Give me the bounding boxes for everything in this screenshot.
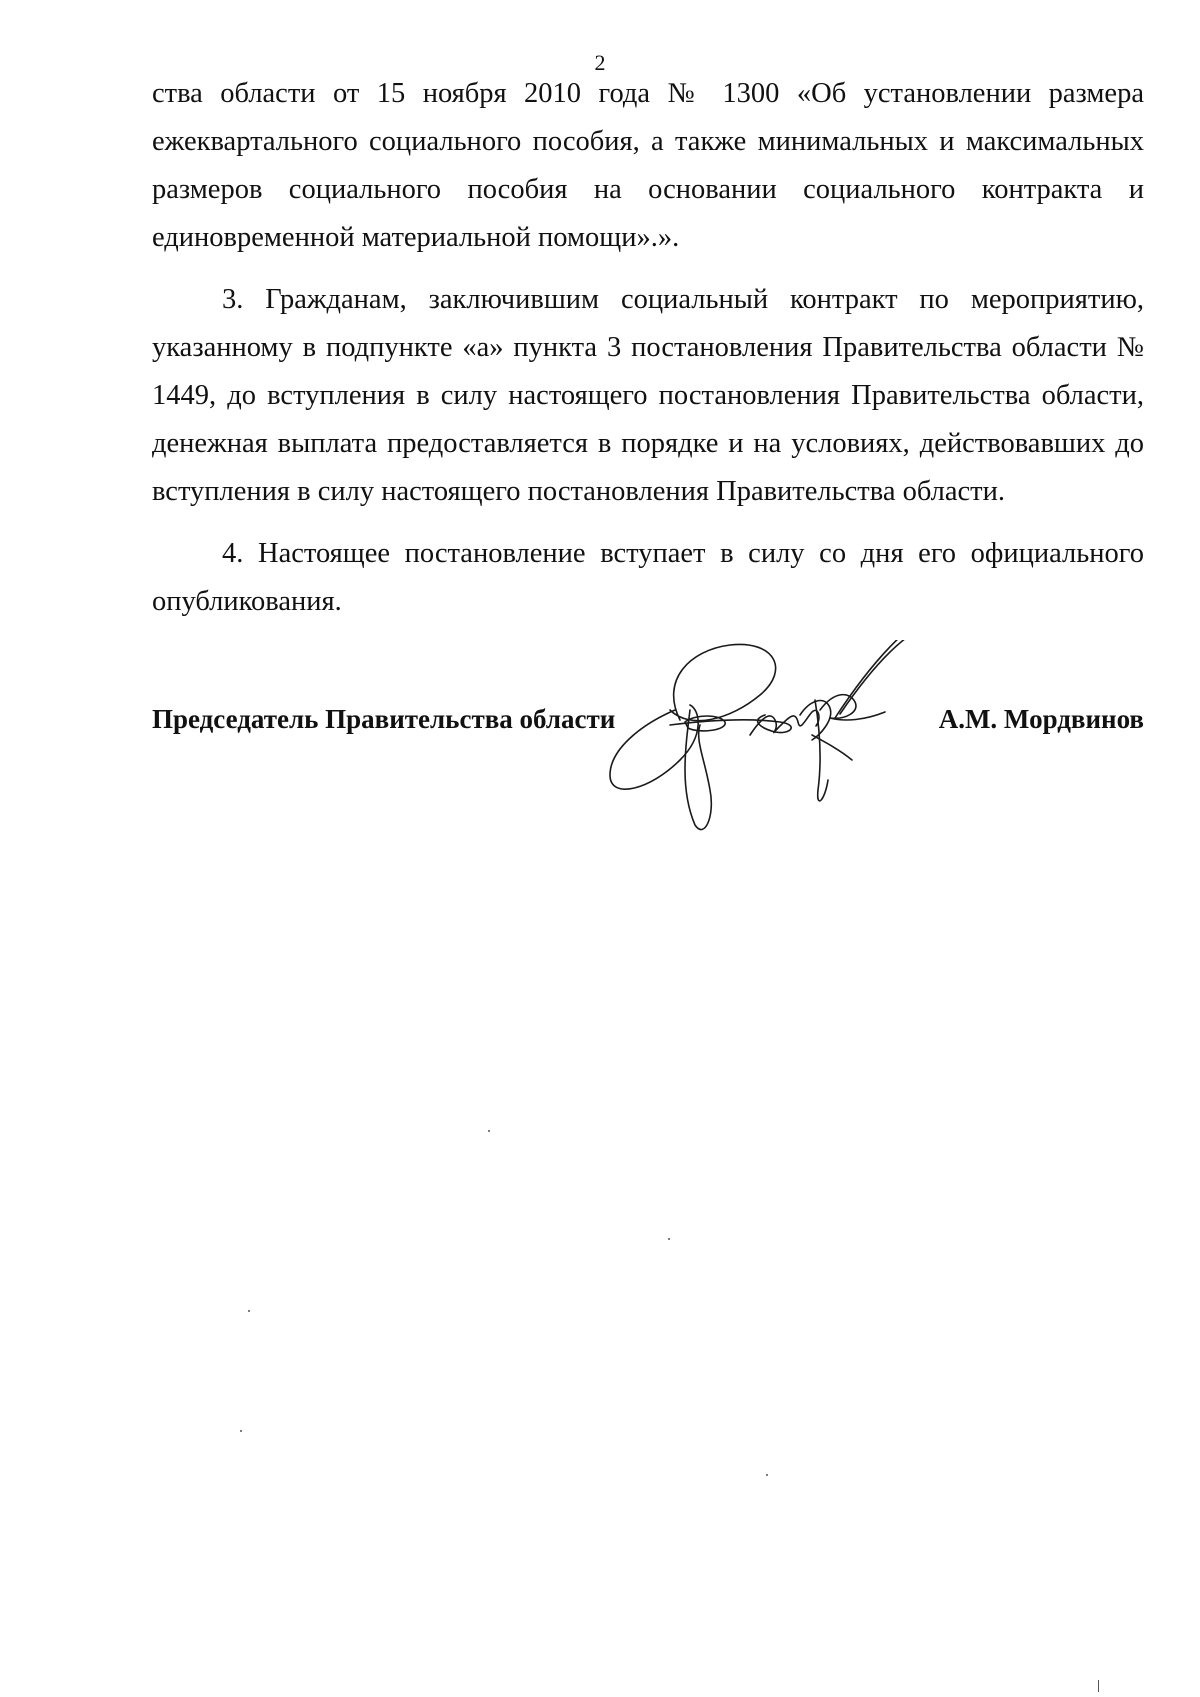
- paragraph-continuation: ства области от 15 ноября 2010 года № 1300 «Об установлении размера ежеквартального социального пособия, а также минимальных и максимальных размеров социального пособия на основании социального контракта и единовременной материальной помощи».».: [152, 78, 1144, 253]
- scan-speck: [248, 1310, 250, 1312]
- page-number: 2: [594, 50, 606, 75]
- scan-speck: [1098, 1680, 1099, 1692]
- scan-speck: [488, 1130, 490, 1132]
- scan-speck: [240, 1430, 242, 1432]
- paragraph-4: 4. Настоящее постановление вступает в силу со дня его официального опубликования.: [152, 538, 1144, 617]
- scan-speck: [668, 1238, 670, 1240]
- paragraph-3: 3. Гражданам, заключившим социальный контракт по мероприятию, указанному в подпункте «а» пункта 3 постановления Правительства области № 1449, до вступления в силу настоящего постановления Правительства области, денежная выплата предоставляется в порядке и на условиях, действовавших до вступления в силу настоящего постановления Правительства области.: [152, 284, 1144, 507]
- signatory-title: Председатель Правительства области: [152, 704, 616, 734]
- scan-speck: [766, 1474, 768, 1476]
- handwritten-signature: [600, 640, 960, 850]
- document-body: [152, 70, 1144, 626]
- signatory-name: А.М. Мордвинов: [938, 704, 1144, 734]
